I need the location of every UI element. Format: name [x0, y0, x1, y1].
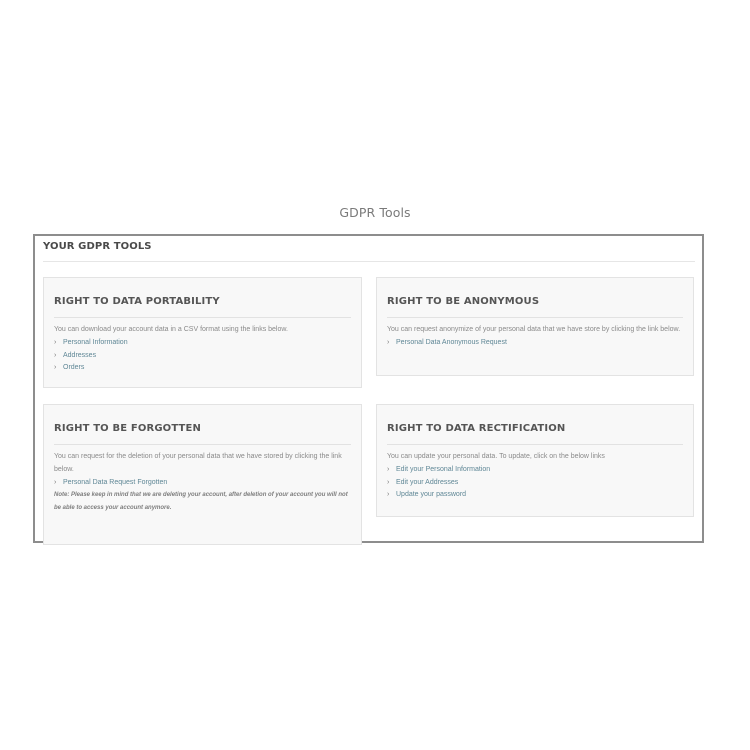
- anonymous-request-link[interactable]: Personal Data Anonymous Request: [396, 338, 507, 346]
- card-be-forgotten: [43, 404, 362, 545]
- chevron-right-icon: ›: [54, 364, 57, 372]
- download-personal-information-link[interactable]: Personal Information: [63, 338, 128, 346]
- card-description: You can request for the deletion of your personal data that we have stored by clicking the link below.: [54, 453, 342, 473]
- card-data-rectification: [376, 404, 694, 517]
- update-password-link[interactable]: Update your password: [396, 491, 467, 499]
- link-list: [387, 337, 683, 350]
- list-item: [387, 337, 683, 350]
- card-description: You can request anonymize of your personal data that we have store by clicking the link below.: [387, 326, 681, 333]
- chevron-right-icon: ›: [54, 478, 57, 486]
- list-item: [54, 477, 351, 490]
- link-list: [54, 337, 351, 375]
- chevron-right-icon: ›: [54, 351, 57, 359]
- chevron-right-icon: ›: [54, 338, 57, 346]
- panel-divider: [43, 261, 695, 262]
- list-item: [54, 362, 351, 375]
- gdpr-tools-panel: [33, 234, 704, 543]
- chevron-right-icon: ›: [387, 465, 390, 473]
- forgotten-request-link[interactable]: Personal Data Request Forgotten: [63, 478, 168, 486]
- list-item: [387, 489, 683, 502]
- card-title: RIGHT TO DATA PORTABILITY: [54, 296, 220, 307]
- chevron-right-icon: ›: [387, 338, 390, 346]
- list-item: [387, 464, 683, 477]
- card-body: [54, 451, 351, 515]
- deletion-note: Note: Please keep in mind that we are deleting your account, after deletion of your account you will not be able to access your account anymore.: [54, 492, 348, 512]
- card-title: RIGHT TO DATA RECTIFICATION: [387, 423, 566, 434]
- list-item: [387, 477, 683, 490]
- card-divider: [54, 444, 351, 445]
- chevron-right-icon: ›: [387, 491, 390, 499]
- panel-title: YOUR GDPR TOOLS: [43, 241, 152, 252]
- card-body: [54, 324, 351, 375]
- card-title: RIGHT TO BE ANONYMOUS: [387, 296, 540, 307]
- card-description: You can update your personal data. To update, click on the below links: [387, 453, 605, 460]
- card-description: You can download your account data in a CSV format using the links below.: [54, 326, 288, 333]
- list-item: [54, 350, 351, 363]
- edit-personal-information-link[interactable]: Edit your Personal Information: [396, 465, 491, 473]
- card-divider: [54, 317, 351, 318]
- card-divider: [387, 444, 683, 445]
- link-list: [387, 464, 683, 502]
- list-item: [54, 337, 351, 350]
- card-body: [387, 451, 683, 502]
- chevron-right-icon: ›: [387, 478, 390, 486]
- card-data-portability: [43, 277, 362, 388]
- edit-addresses-link[interactable]: Edit your Addresses: [396, 478, 459, 486]
- link-list: [54, 477, 351, 490]
- card-title: RIGHT TO BE FORGOTTEN: [54, 423, 202, 434]
- download-addresses-link[interactable]: Addresses: [63, 351, 97, 359]
- page-title: GDPR Tools: [339, 205, 411, 220]
- card-body: [387, 324, 683, 350]
- download-orders-link[interactable]: Orders: [63, 364, 85, 372]
- card-divider: [387, 317, 683, 318]
- card-be-anonymous: [376, 277, 694, 376]
